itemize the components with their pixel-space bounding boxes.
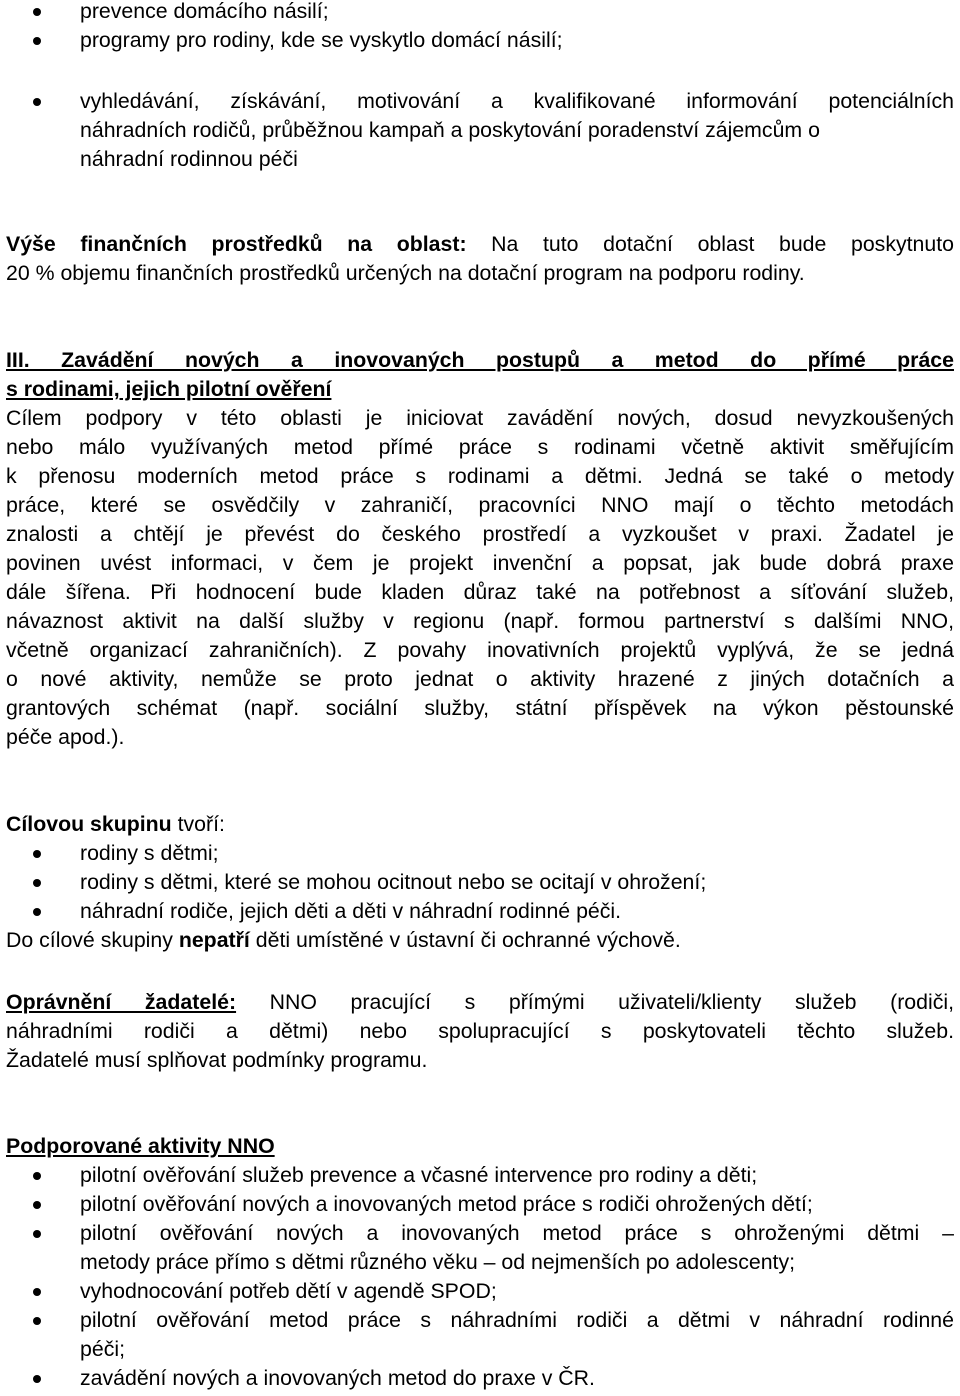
funding-heading: Výše finančních prostředků na oblast: [6,232,467,256]
list-item-text: pilotní ověřování služeb prevence a včasné intervence pro rodiny a děti; [80,1163,758,1187]
list-item [6,0,954,26]
list-item-continuation: náhradní rodinnou péči [80,147,298,171]
bullet-icon [33,879,41,887]
section-3-line: povinen uvést informaci, v čem je projekt invenční a popsat, jak bude dobrá praxe [6,551,954,575]
section-3-line: péče apod.). [6,725,125,749]
section-3-line: Cílem podpory v této oblasti je iniciovat zavádění nových, dosud nevyzkoušených [6,406,954,430]
list-item-text: pilotní ověřování metod práce s náhradními rodiči a dětmi v náhradní rodinné [80,1308,954,1332]
section-3-line: znalosti a chtějí je převést do českého prostředí a vyzkoušet v praxi. Žadatel je [6,522,954,546]
list-item-text: pilotní ověřování nových a inovovaných metod práce s rodiči ohrožených dětí; [80,1192,813,1216]
section-3-title: III. Zavádění nových a inovovaných postupů a metod do přímé práce [6,348,954,372]
bullet-icon [33,850,41,858]
bullet-icon [33,1317,41,1325]
list-item-text: zavádění nových a inovovaných metod do praxe v ČR. [80,1366,595,1390]
list-item-text: rodiny s dětmi, které se mohou ocitnout nebo se ocitají v ohrožení; [80,870,707,894]
bullet-icon [33,8,41,16]
section-3-title: s rodinami, jejich pilotní ověření [6,377,332,401]
list-item [6,839,954,868]
target-heading: Cílovou skupinu [6,812,172,836]
list-item-text: programy pro rodiny, kde se vyskytlo domácí násilí; [80,28,563,52]
list-item-continuation: péči; [80,1337,125,1361]
section-3 [6,346,954,752]
list-item [6,1364,954,1393]
bullet-icon [33,908,41,916]
bullet-icon [33,1288,41,1296]
funding-text: Na tuto dotační oblast bude poskytnuto [466,232,954,256]
section-3-line: včetně organizací zahraničních). Z povahy inovativních projektů vyplývá, že se jedná [6,638,954,662]
section-3-line: práce, které se osvědčily v zahraničí, pracovníci NNO mají o těchto metodách [6,493,954,517]
target-note-text: děti umístěné v ústavní či ochranné výchově. [249,928,681,952]
list-item-text: prevence domácího násilí; [80,0,329,23]
section-3-line: grantových schémat (např. sociální služby, státní příspěvek na výkon pěstounské [6,696,954,720]
list-item-text: vyhledávání, získávání, motivování a kvalifikované informování potenciálních [80,89,954,113]
section-3-line: k přenosu moderních metod práce s rodinami a dětmi. Jedná se také o metody [6,464,954,488]
eligibility-line: náhradními rodiči a dětmi) nebo spolupracující s poskytovateli těchto služeb. [6,1019,954,1043]
target-note [6,926,954,955]
list-item-continuation: metody práce přímo s dětmi různého věku – od nejmenších po adolescenty; [80,1250,796,1274]
list-item [6,87,954,116]
list-item-text: náhradní rodiče, jejich děti a děti v náhradní rodinné péči. [80,899,622,923]
eligibility-heading: Oprávnění žadatelé: [6,990,237,1014]
funding-line [6,230,954,259]
list-item [6,1306,954,1335]
list-item-text: pilotní ověřování nových a inovovaných metod práce s ohroženými dětmi – [80,1221,954,1245]
target-note-text: Do cílové skupiny [6,928,179,952]
bullet-icon [33,1172,41,1180]
eligibility-text: NNO pracující s přímými uživateli/klienty služeb (rodiči, [236,990,955,1014]
section-3-line: návaznost aktivit na další služby v regionu (např. formou partnerství s dalšími NNO, [6,609,954,633]
target-note-bold: nepatří [178,928,250,952]
list-item [6,1277,954,1306]
top-bullet-list [6,0,954,55]
bullet-icon [33,1230,41,1238]
list-item [6,26,954,55]
eligibility-line [6,988,954,1017]
target-heading-line [6,810,954,839]
target-heading-rest: tvoří: [171,812,225,836]
list-item [6,897,954,926]
bullet-icon [33,1375,41,1383]
top-bullet-long [6,87,954,174]
bullet-icon [33,98,41,106]
eligibility [6,988,954,1075]
supported-activities [6,1132,954,1393]
section-3-line: o nové aktivity, nemůže se proto jednat o aktivity hrazené z jiných dotačních a [6,667,954,691]
list-item-text: vyhodnocování potřeb dětí v agendě SPOD; [80,1279,497,1303]
list-item-text: rodiny s dětmi; [80,841,219,865]
eligibility-line: Žadatelé musí splňovat podmínky programu. [6,1048,428,1072]
funding-line: 20 % objemu finančních prostředků určených na dotační program na podporu rodiny. [6,261,805,285]
section-3-line: nebo málo využívaných metod přímé práce s rodinami včetně aktivit směřujícím [6,435,954,459]
bullet-icon [33,37,41,45]
funding-paragraph [6,230,954,288]
list-item [6,1190,954,1219]
list-item-continuation: náhradních rodičů, průběžnou kampaň a poskytování poradenství zájemcům o [80,118,820,142]
list-item [6,1161,954,1190]
list-item [6,1219,954,1248]
target-group [6,810,954,955]
activities-heading: Podporované aktivity NNO [6,1134,275,1158]
bullet-icon [33,1201,41,1209]
list-item [6,868,954,897]
section-3-line: dále šířena. Při hodnocení bude kladen důraz také na potřebnost a síťování služeb, [6,580,954,604]
